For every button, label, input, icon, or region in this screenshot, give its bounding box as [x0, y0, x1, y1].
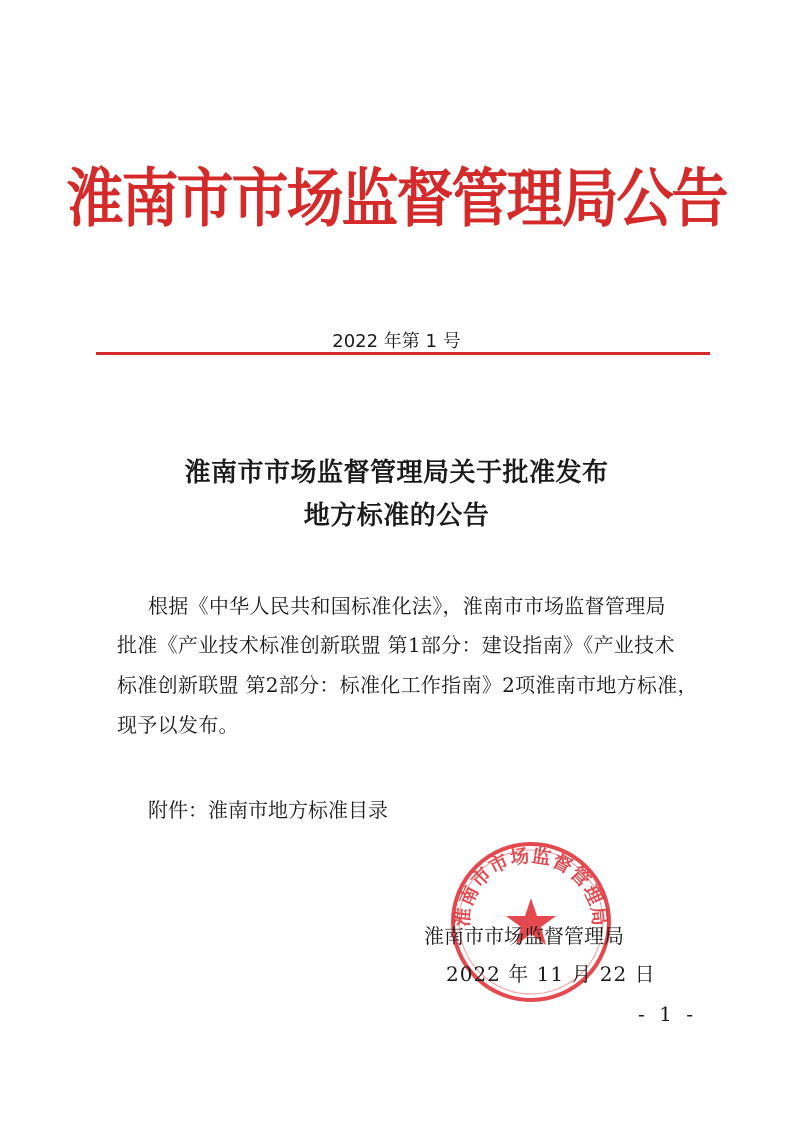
body-line-1: 根据《中华人民共和国标准化法》，淮南市市场监督管理局: [148, 594, 666, 618]
issue-date: 2022 年 11 月 22 日: [446, 962, 656, 986]
notice-title-line-1: 淮南市市场监督管理局关于批准发布: [184, 458, 609, 488]
seal-text: 淮南市市场监督管理局: [451, 844, 611, 928]
header-divider: [96, 352, 710, 355]
body-line-2: 批准《产业技术标准创新联盟 第1部分：建设指南》《产业技术: [117, 633, 675, 657]
body-line-4: 现予以发布。: [117, 713, 239, 737]
body-line-3: 标准创新联盟 第2部分：标准化工作指南》2项淮南市地方标准，: [117, 673, 698, 697]
issuing-organization: 淮南市市场监督管理局: [424, 924, 624, 948]
document-number: 2022 年第 1 号: [332, 331, 461, 352]
page-number: - 1 -: [638, 1002, 697, 1026]
issuer-header-title: 淮南市市场监督管理局公告: [66, 162, 727, 237]
attachment-note: 附件：淮南市地方标准目录: [148, 798, 388, 822]
notice-title-line-2: 地方标准的公告: [303, 501, 490, 531]
